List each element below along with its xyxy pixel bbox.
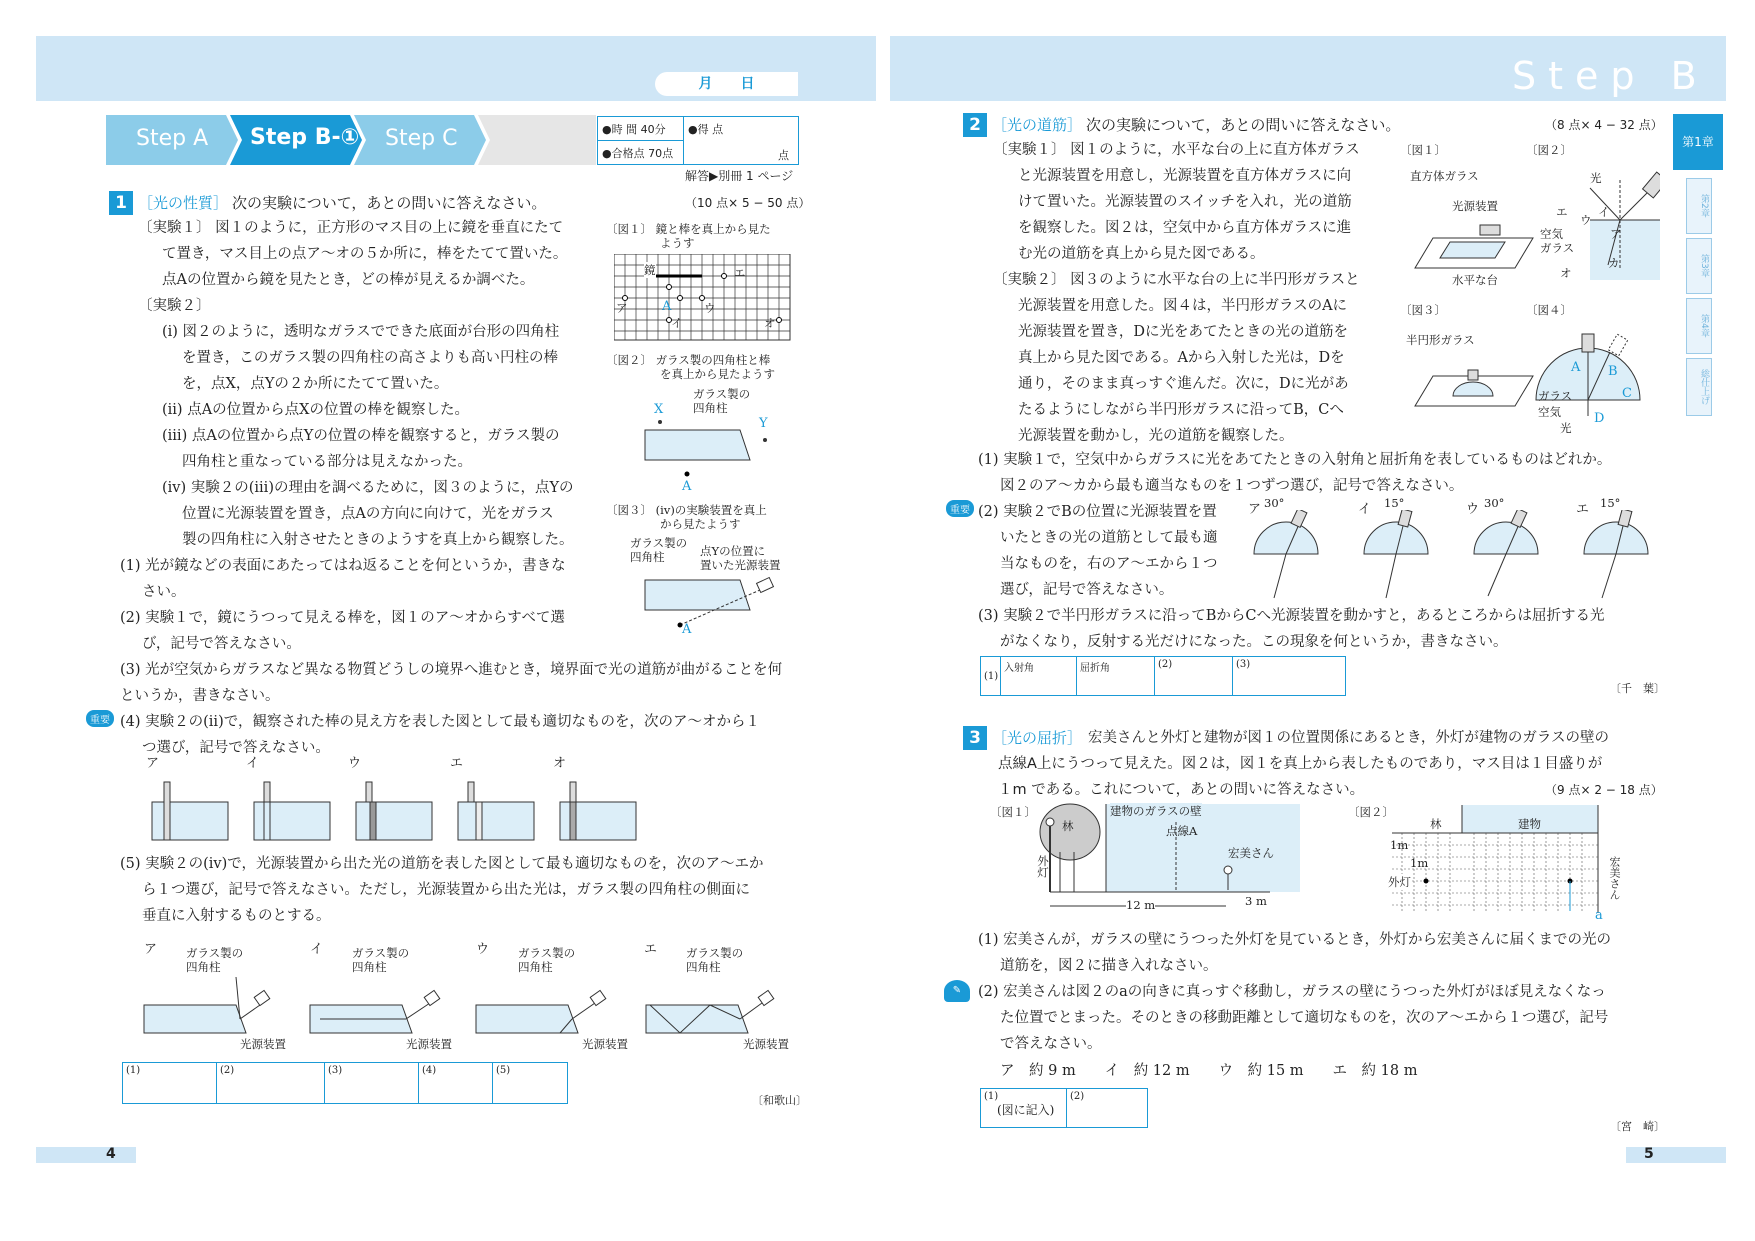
q2-text-9: 真上から見た図である。Aから入射した光は，Dを [1018,350,1345,366]
q2-question2-a: (2) 実験２でBの位置に光源装置を置 [978,504,1217,520]
q2-fig2-i: イ [1598,205,1610,219]
q1-answer-2[interactable]: (2) [217,1063,325,1103]
q2-opt-e-angle: 15° [1600,496,1621,510]
right-page-number: 5 [1644,1146,1654,1162]
q1-q5-source-u: 光源装置 [582,1037,628,1051]
q1-exp2-line5: (ⅲ) 点Aの位置から点Yの位置の棒を観察すると，ガラス製の [162,428,560,444]
q3-question2-c: で答えなさい。 [1000,1036,1102,1052]
q1-question3: (3) 光が空気からガラスなど異なる物質どうしの境界へ進むとき，境界面で光の道筋が曲がることを何というか，書きなさい。 [120,662,783,704]
q2-question2-c: 当なものを，右のア～エから１つ [1000,556,1218,572]
q1-fig2-prism-label: ガラス製の [693,387,751,401]
q2-fig2-label: 〔図２〕 [1526,143,1572,157]
q1-fig1-point-o: オ [764,316,776,330]
tab-final[interactable]: 総仕上げ [1686,358,1712,416]
q2-fig4-point-A: A [1571,360,1581,375]
q1-q5-source-a: 光源装置 [240,1037,286,1051]
q2-text-3: けて置いた。光源装置のスイッチを入れ，光の道筋 [1018,194,1352,210]
q1-source: 〔和歌山〕 [752,1094,807,1107]
q2-text-10: 通り，そのまま真っすぐ進んだ。次に，Dに光があ [1018,376,1349,392]
q1-exp2-line1: (ⅰ) 図２のように，透明なガラスでできた底面が台形の四角柱 [162,324,560,340]
q2-fig3-semi-glass: 半円形ガラス [1406,333,1475,347]
q2-text-2: と光源装置を用意し，光源装置を直方体ガラスに向 [1018,168,1352,184]
q1-title: ［光の性質］ [138,194,229,212]
q2-fig3-label: 〔図３〕 [1400,303,1446,317]
q2-text-12: 光源装置を動かし，光の道筋を観察した。 [1018,428,1294,444]
q2-fig2-air: 空気 [1540,227,1563,241]
q3-answer-2[interactable]: (2) [1070,1091,1085,1102]
q1-fig2-point-Y: Y [759,416,768,431]
q1-fig3-label: 〔図３〕 (ⅳ)の実験装置を真上 [606,503,767,517]
q2-question1-a: (1) 実験１で，空気中からガラスに光をあてたときの入射角と屈折角を表しているものはどれか。 [978,452,1612,468]
q2-answer-3[interactable]: (3) [1236,659,1251,670]
q3-fig1-label: 〔図１〕 [990,805,1036,819]
q1-q4-opt-u: ウ [348,756,362,771]
q3-fig2-a: a [1595,908,1603,923]
q1-answer-3[interactable]: (3) [325,1063,419,1103]
q1-fig1-point-a: ア [616,301,628,315]
q1-exp1-line3: 点Aの位置から鏡を見たとき，どの棒が見えるか調べた。 [162,272,535,288]
q1-lead: 次の実験について，あとの問いに答えなさい。 [232,194,547,212]
q2-fig4-light: 光 [1560,421,1572,435]
q2-text-7: 光源装置を用意した。図４は，半円形ガラスのAに [1018,298,1348,314]
q2-title: ［光の道筋］ [992,116,1083,134]
q1-q4-opt-a: ア [146,756,160,771]
q2-fig1-rect-glass: 直方体ガラス [1410,169,1479,183]
left-page-number: 4 [106,1146,116,1162]
q2-fig1-drawing [1405,210,1535,272]
score-unit: 点 [778,149,789,162]
q1-question5-a: (5) 実験２の(ⅳ)で，光源装置から出た光の道筋を表した図として最も適切なものを，次のア～エか [120,856,764,872]
q2-fig2-e: エ [1556,205,1568,219]
q2-fig4-point-B: B [1608,364,1618,379]
q1-fig2-label2: を真上から見たようす [660,367,775,381]
q1-exp2-line2: を置き，このガラス製の四角柱の高さよりも高い円柱の棒 [182,350,558,366]
q1-fig1-label: 〔図１〕 鏡と棒を真上から見た [606,222,771,236]
q2-fig4-point-C: C [1622,386,1632,401]
q2-text-5: む光の道筋を真上から見た図である。 [1018,246,1265,262]
q2-answer-1-refraction[interactable]: 屈折角 [1077,657,1155,695]
q3-fig2-1m-a: 1m [1390,838,1409,852]
q1-fig2-point-A: A [682,479,692,494]
q2-text-4: を観察した。図２は，空気中から直方体ガラスに進 [1018,220,1352,236]
q3-answer-1-label: (1) [984,1091,999,1102]
date-box: 月 日 [655,72,798,96]
important-badge-1: 重要 [86,710,114,727]
q1-q5-opt-i: イ [310,942,324,957]
q1-q5-prism-u2: 四角柱 [518,960,553,974]
q1-q4-opt-e: エ [450,756,464,771]
q2-text-11: たるようにしながら半円形ガラスに沿ってB，Cへ [1018,402,1344,418]
q1-q5-prism-i2: 四角柱 [352,960,387,974]
q1-q4-opt-i: イ [246,756,260,771]
q2-question3-a: (3) 実験２で半円形ガラスに沿ってBからCへ光源装置を動かすと，あるところからは屈折する光 [978,608,1605,624]
q2-option-figures [1250,510,1670,600]
score-box [597,116,799,165]
step-b-label: Step B-① [250,125,360,150]
q2-fig1-table: 水平な台 [1452,273,1498,287]
q1-fig3-source-label2: 置いた光源装置 [700,558,781,572]
q2-opt-a-angle: 30° [1264,496,1285,510]
q1-exp1-line1: 〔実験１〕 図１のように，正方形のマス目の上に鏡を垂直にたて [138,220,564,236]
q3-fig2-1m-b: 1m [1410,856,1429,870]
q1-q4-option-figures [150,780,650,846]
q3-answer-table[interactable] [980,1088,1148,1128]
q2-text-8: 光源装置を置き，Dに光をあてたときの光の道筋を [1018,324,1349,340]
q3-text-3: １m である。これについて，あとの問いに答えなさい。 [998,782,1365,798]
q2-opt-i: イ [1358,502,1372,517]
q3-fig1-12m: 12 m [1126,898,1156,912]
q3-fig1-forest: 林 [1062,819,1074,833]
new-badge-icon: ✎ [944,980,970,1002]
q3-fig2-label: 〔図２〕 [1348,805,1394,819]
q3-text-1: 宏美さんと外灯と建物が図１の位置関係にあるとき，外灯が建物のガラスの壁の [1088,730,1609,746]
q1-points: （10 点× 5 − 50 点） [685,196,811,210]
q3-points: （9 点× 2 − 18 点） [1545,783,1663,797]
q1-exp2-line7: (ⅳ) 実験２の(ⅲ)の理由を調べるために，図３のように，点Yの [162,480,574,496]
q3-question1-b: 道筋を，図２に描き入れなさい。 [1000,958,1218,974]
q1-exp1-line2: て置き，マス目上の点ア～オの５か所に，棒をたてて置いた。 [162,246,568,262]
q1-fig3-point-A: A [682,622,692,637]
q2-question2-d: 選び，記号で答えなさい。 [1000,582,1174,598]
tab-chapter-3[interactable]: 第3章 [1686,238,1712,294]
q2-question1-b: 図２のア～カから最も適当なものを１つずつ選び，記号で答えなさい。 [1000,478,1464,494]
q2-text-1: 〔実験１〕 図１のように，水平な台の上に直方体ガラス [993,142,1360,158]
q1-q4-opt-o: オ [553,756,567,771]
q3-question2-b: た位置でとまった。そのときの移動距離として適切なものを，次のア～エから１つ選び，記号 [1000,1010,1609,1026]
q3-fig1-hiromi: 宏美さん [1228,846,1274,860]
q1-fig2-point-X: X [654,402,664,417]
q1-number: 1 [109,191,133,215]
q1-fig1-mirror-label: 鏡 [644,263,656,277]
q2-opt-e: エ [1576,502,1590,517]
q3-number: 3 [963,726,987,750]
q2-number: 2 [963,113,987,137]
q3-text-2: 点線A上にうつって見えた。図２は，図１を真上から表したものであり，マス目は１目盛りが [998,756,1603,772]
q1-fig2-label: 〔図２〕 ガラス製の四角柱と棒 [606,353,771,367]
q2-fig4-label: 〔図４〕 [1526,303,1572,317]
q2-fig2-a: ア [1610,227,1622,241]
q1-fig1-point-i: イ [671,316,683,330]
q2-text-6: 〔実験２〕 図３のように水平な台の上に半円形ガラスと [993,272,1360,288]
q3-fig2-lamp: 外灯 [1388,875,1411,889]
q3-question2-a: (2) 宏美さんは図２のaの向きに真っすぐ移動し，ガラスの壁にうつった外灯がほぼ見えなくなっ [978,984,1606,1000]
q2-fig2-light: 光 [1590,171,1602,185]
q3-fig1-wall: 建物のガラスの壁 [1110,804,1202,818]
q1-exp2-line6: 四角柱と重なっている部分は見えなかった。 [182,454,472,470]
time-label: ●時 間 40分 [602,123,666,136]
q2-lead: 次の実験について，あとの問いに答えなさい。 [1086,116,1401,134]
q3-fig1-lineA: 点線A [1166,824,1198,838]
q1-q5-prism-e2: 四角柱 [686,960,721,974]
step-a-label: Step A [136,126,209,151]
q1-exp2-title: 〔実験２〕 [138,298,211,314]
q1-exp2-line4: (ⅱ) 点Aの位置から点Xの位置の棒を観察した。 [162,402,469,418]
q3-answer-1-note: (図に記入) [997,1103,1055,1117]
q2-source: 〔千 葉〕 [1610,682,1665,695]
q1-q5-opt-u: ウ [476,942,490,957]
q1-q5-prism-e: ガラス製の [686,946,744,960]
q1-q5-opt-a: ア [144,942,158,957]
q1-exp2-line3: を，点X，点Yの２か所にたてて置いた。 [182,376,449,392]
left-page-bar [36,1147,136,1163]
step-c-label: Step C [385,126,458,151]
q1-fig1-label2: ようす [660,236,695,250]
q2-opt-a: ア [1248,502,1262,517]
q1-question1-b: さい。 [142,584,186,600]
q1-question4-b: つ選び，記号で答えなさい。 [142,740,330,756]
q3-choices: ア 約 9 m イ 約 12 m ウ 約 15 m エ 約 18 m [1000,1063,1418,1079]
q1-q5-prism-u: ガラス製の [518,946,576,960]
q3-fig2-hiromi: 宏美さん [1608,856,1621,900]
q1-q5-source-i: 光源装置 [406,1037,452,1051]
q2-opt-u-angle: 30° [1484,496,1505,510]
q1-question4-a: (4) 実験２の(ⅱ)で，観察された棒の見え方を表した図として最も適切なものを，次のア～オから１ [120,714,760,730]
right-step-header: Step B [1512,54,1709,98]
q3-source: 〔宮 崎〕 [1610,1120,1665,1133]
q1-question2-a: (2) 実験１で，鏡にうつって見える棒を，図１のア～オからすべて選 [120,610,565,626]
q2-fig1-label: 〔図１〕 [1400,143,1446,157]
q1-fig3-drawing [640,560,800,630]
q3-answer-1[interactable] [981,1089,1067,1127]
q2-answer-table[interactable] [980,656,1346,696]
q2-question2-b: いたときの光の道筋として最も適 [1000,530,1218,546]
score-label: ●得 点 [688,123,724,136]
q1-question5-c: 垂直に入射するものとする。 [142,908,331,924]
q1-answer-table[interactable] [122,1062,568,1104]
q1-fig1-point-e: エ [734,266,746,280]
chapter-tabs [1673,114,1723,414]
q2-fig4-air: 空気 [1538,405,1561,419]
q1-q5-prism-a: ガラス製の [186,946,244,960]
important-badge-2: 重要 [946,500,974,517]
q1-q5-prism-a2: 四角柱 [186,960,221,974]
q2-opt-i-angle: 15° [1384,496,1405,510]
q1-q5-option-figures [140,975,800,1035]
q1-answer-5[interactable]: (5) [496,1065,511,1076]
q1-fig2-drawing [640,400,800,495]
q2-answer-1-incidence[interactable]: 入射角 [1001,657,1077,695]
q3-title: ［光の屈折］ [992,729,1083,747]
tab-chapter-1[interactable]: 第1章 [1673,114,1723,170]
q2-answer-1-label: (1) [981,657,1001,695]
q2-fig2-glass: ガラス [1540,241,1575,255]
q1-fig2-prism-label2: 四角柱 [693,401,728,415]
q2-question3-b: がなくなり，反射する光だけになった。この現象を何というか，書きなさい。 [1000,634,1508,650]
q1-fig3-label2: から見たようす [660,517,741,531]
pass-label: ●合格点 70点 [602,147,674,160]
q3-fig2-building: 建物 [1518,817,1541,831]
q3-fig2-forest: 林 [1430,817,1442,831]
q2-fig4-glass: ガラス [1538,389,1573,403]
q2-fig4-point-D: D [1594,411,1605,426]
q1-fig3-prism-label: ガラス製の [630,536,688,550]
q1-q5-source-e: 光源装置 [743,1037,789,1051]
q1-q5-opt-e: エ [644,942,658,957]
tab-chapter-2[interactable]: 第2章 [1686,178,1712,234]
q2-fig3-drawing [1405,350,1535,410]
q2-fig1-device: 光源装置 [1452,199,1498,213]
q3-fig1-lamp: 外灯 [1036,855,1050,878]
q1-q5-prism-i: ガラス製の [352,946,410,960]
tab-chapter-4[interactable]: 第4章 [1686,298,1712,354]
q1-exp2-line8: 位置に光源装置を置き，点Aの方向に向けて，光をガラス [182,506,554,522]
q2-fig2-o: オ [1560,266,1572,280]
q1-question1-a: (1) 光が鏡などの表面にあたってはね返ることを何というか，書きな [120,558,566,574]
q2-points: （8 点× 4 − 32 点） [1545,118,1663,132]
right-page-bar [1626,1147,1726,1163]
q2-fig2-u: ウ [1580,213,1592,227]
q2-answer-2[interactable]: (2) [1155,657,1233,695]
q3-question1-a: (1) 宏美さんが，ガラスの壁にうつった外灯を見ているとき，外灯から宏美さんに届くまでの光の [978,932,1611,948]
q1-fig3-prism-label2: 四角柱 [630,550,665,564]
q1-fig1-point-A: A [662,299,672,314]
q1-fig3-source-label: 点Yの位置に [700,544,766,558]
q2-opt-u: ウ [1466,502,1480,517]
q1-answer-4[interactable]: (4) [419,1063,493,1103]
answer-reference: 解答▶別冊 1 ページ [685,169,794,183]
q1-exp2-line9: 製の四角柱に入射させたときのようすを真上から観察した。 [182,532,574,548]
q1-question5-b: ら１つ選び，記号で答えなさい。ただし，光源装置から出た光は，ガラス製の四角柱の側面に [142,882,750,898]
q1-answer-1[interactable]: (1) [123,1063,217,1103]
q1-fig1-point-u: ウ [704,301,716,315]
q3-fig1-3m: 3 m [1245,894,1267,908]
q2-fig2-ka: カ [1608,256,1620,270]
q1-question2-b: び，記号で答えなさい。 [142,636,301,652]
